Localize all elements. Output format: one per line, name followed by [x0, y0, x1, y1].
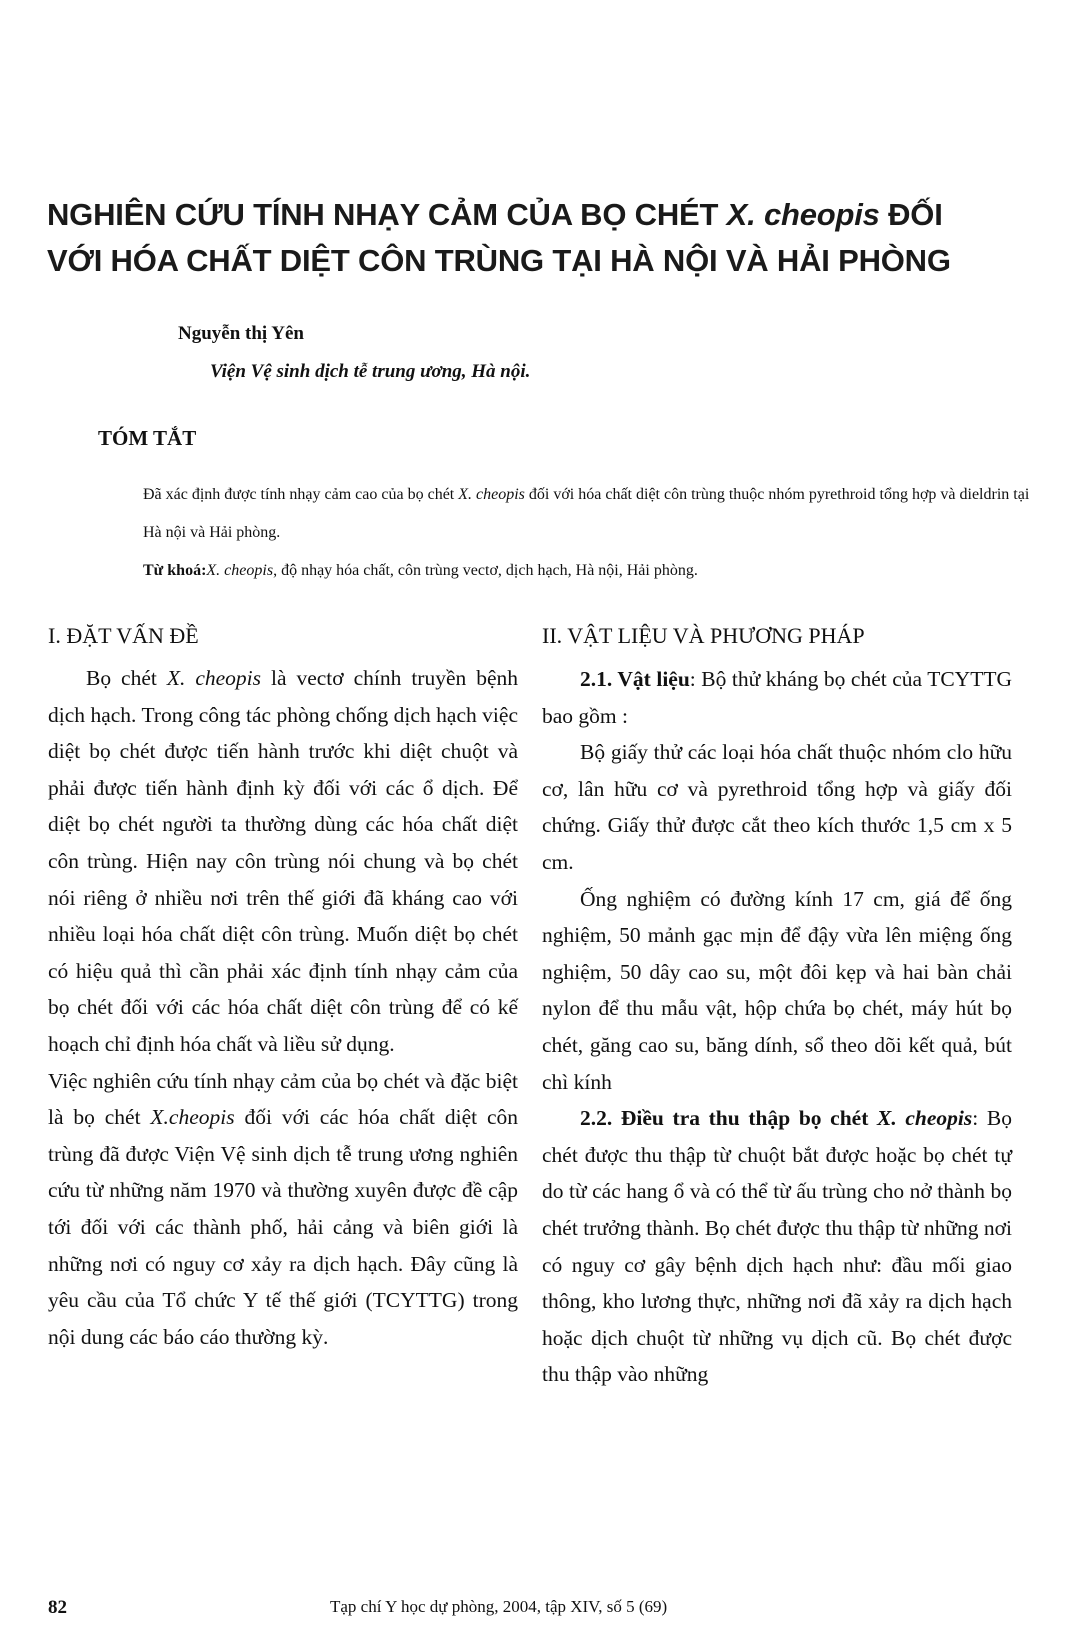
abstract-species: X. cheopis	[458, 486, 525, 503]
species-name: X. cheopis	[877, 1106, 973, 1131]
abstract-text: đối với hóa chất diệt côn trùng thuộc nhóm pyrethroid tổng hợp và dieldrin tại Hà nội và Hải phòng.	[143, 486, 1030, 541]
page-number: 82	[48, 1597, 67, 1618]
keywords-label: Từ khoá:	[143, 562, 207, 579]
paragraph-text: : Bộ thử kháng bọ chét của TCYTTG bao gồm :	[542, 667, 1012, 728]
author-affiliation: Viện Vệ sinh dịch tễ trung ương, Hà nội.	[210, 361, 531, 382]
paragraph-text: đối với các hóa chất diệt côn trùng đã được Viện Vệ sinh dịch tễ trung ương nghiên cứu từ những năm 1970 và thường xuyên được đề cập tới đối với các thành phố, hải cảng và biên giới là những nơi có nguy cơ xảy ra dịch hạch. Đây cũng là yêu cầu của Tổ chức Y tế thế giới (TCYTTG) trong nội dung các báo cáo thường kỳ.	[48, 1105, 518, 1349]
journal-citation: Tạp chí Y học dự phòng, 2004, tập XIV, số 5 (69)	[330, 1597, 668, 1616]
subsection-label: 2.2. Điều tra thu thập bọ chét	[580, 1106, 878, 1131]
keywords-text: , độ nhạy hóa chất, côn trùng vectơ, dịch hạch, Hà nội, Hải phòng.	[273, 562, 698, 579]
species-name: X.cheopis	[150, 1105, 235, 1130]
left-column	[48, 624, 518, 1355]
title-text: ĐỐI	[879, 197, 943, 232]
keywords-species: X. cheopis	[206, 562, 274, 579]
right-column	[542, 624, 1012, 1393]
paragraph-text: : Bọ chét được thu thập từ chuột bắt được hoặc bọ chét tự do từ các hang ổ và có thể từ ấu trùng cho nở thành bọ chét trưởng thành. Bọ chét được thu thập từ những nơi có nguy cơ gây bệnh dịch hạch như: đầu mối giao thông, kho lương thực, những nơi đã xảy ra dịch hạch hoặc dịch chuột từ những vụ dịch cũ. Bọ chét được thu thập vào những	[542, 1106, 1012, 1387]
paragraph: Ống nghiệm có đường kính 17 cm, giá để ống nghiệm, 50 mảnh gạc mịn để đậy vừa lên miệng ống nghiệm, 50 dây cao su, một đôi kẹp và hai bàn chải nylon để thu mẫu vật, hộp chứa bọ chét, máy hút bọ chét, găng cao su, băng dính, sổ theo dõi kết quả, bút chì kính	[542, 886, 1012, 1094]
section-heading-1: I. ĐẶT VẤN ĐỀ	[48, 623, 199, 648]
abstract	[143, 476, 1043, 590]
paragraph: Bộ giấy thử các loại hóa chất thuộc nhóm clo hữu cơ, lân hữu cơ và pyrethroid tổng hợp và giấy đối chứng. Giấy thử được cắt theo kích thước 1,5 cm x 5 cm.	[542, 740, 1012, 874]
title-text: NGHIÊN CỨU TÍNH NHẠY CẢM CỦA BỌ CHÉT	[47, 197, 727, 232]
paragraph-text: Bọ chét	[86, 666, 167, 690]
abstract-heading: TÓM TẮT	[98, 426, 197, 450]
abstract-body	[143, 476, 1043, 552]
author-name: Nguyễn thị Yên	[178, 323, 304, 344]
abstract-keywords	[143, 552, 1043, 590]
article-title	[47, 192, 1057, 284]
section-heading-2: II. VẬT LIỆU VÀ PHƯƠNG PHÁP	[542, 623, 865, 648]
title-species: X. cheopis	[726, 197, 880, 232]
paragraph-text: Việc nghiên cứu tính nhạy cảm của bọ chét và đặc biệt là bọ chét	[48, 1068, 518, 1130]
subsection-label: 2.1. Vật liệu	[580, 667, 690, 691]
paragraph	[48, 1063, 518, 1356]
title-line-2: VỚI HÓA CHẤT DIỆT CÔN TRÙNG TẠI HÀ NỘI VÀ HẢI PHÒNG	[47, 243, 951, 278]
paragraph	[48, 660, 518, 1063]
abstract-text: Đã xác định được tính nhạy cảm cao của bọ chét	[143, 486, 459, 503]
paragraph	[542, 1100, 1012, 1393]
paragraph-text: là vectơ chính truyền bệnh dịch hạch. Trong công tác phòng chống dịch hạch việc diệt bọ chét được tiến hành trước khi diệt chuột và phải được tiến hành định kỳ đối với các ổ dịch. Để diệt bọ chét người ta thường dùng các hóa chất diệt côn trùng. Hiện nay côn trùng nói chung và bọ chét nói riêng ở nhiều nơi trên thế giới đã kháng cao với nhiều loại hóa chất diệt côn trùng. Muốn diệt bọ chét có hiệu quả thì cần phải xác định tính nhạy cảm của bọ chét đối với các hóa chất diệt côn trùng để có kế hoạch chỉ định hóa chất và liều sử dụng.	[48, 666, 519, 1056]
species-name: X. cheopis	[166, 666, 261, 690]
paragraph	[542, 661, 1012, 734]
title-line-1	[47, 192, 1057, 238]
